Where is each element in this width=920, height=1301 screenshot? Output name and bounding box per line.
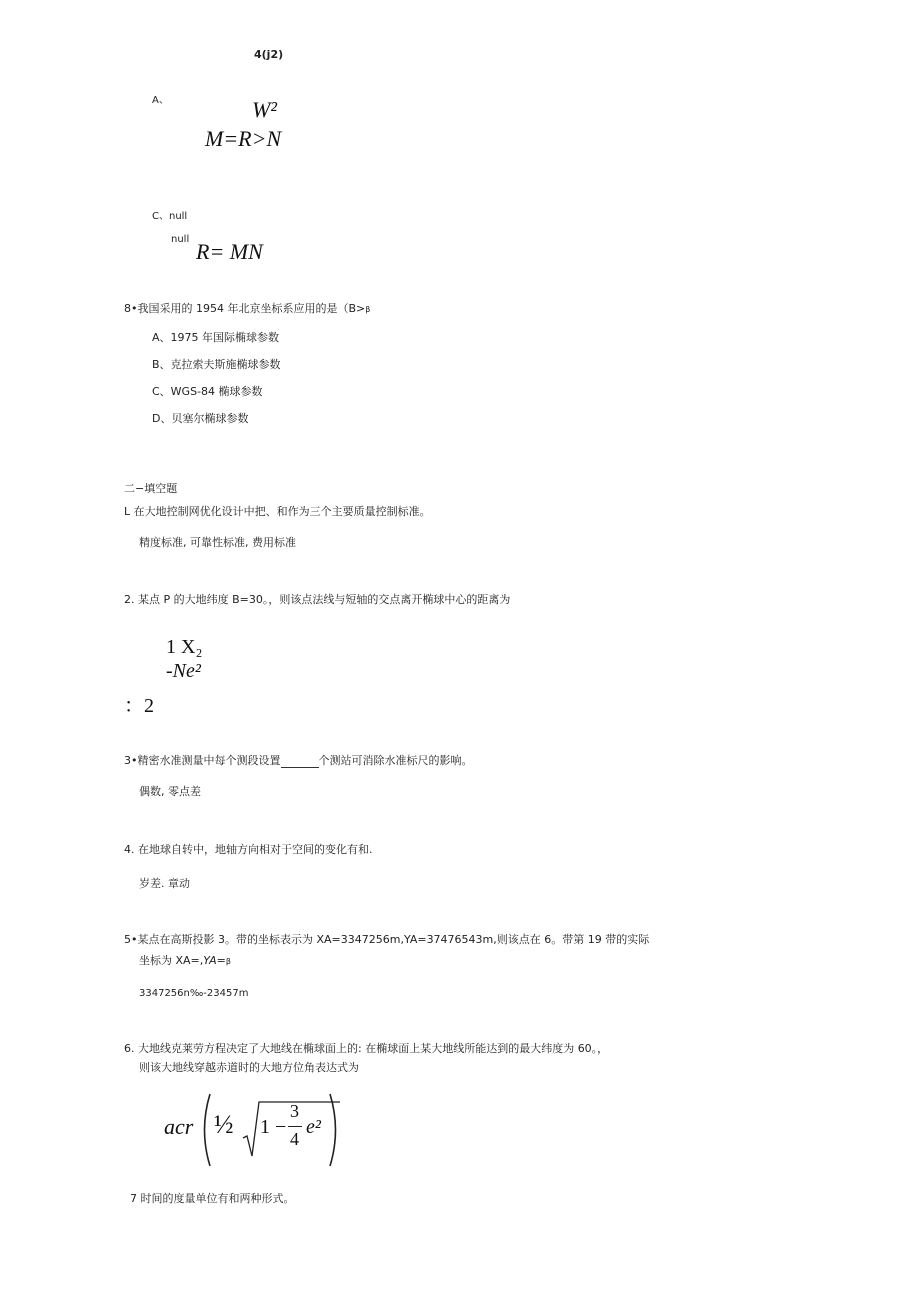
- q8-option-c: C、WGS-84 椭球参数: [152, 385, 263, 398]
- option-c-label: C、null: [152, 211, 188, 222]
- formula-left-paren: [198, 1092, 212, 1168]
- formula-frac-num: 3: [290, 1101, 299, 1121]
- formula-e-squared: e²: [306, 1116, 321, 1138]
- fill-7-question: 7 时间的度量单位有和两种形式。: [130, 1192, 295, 1205]
- fill-2-math-line2: -Ne²: [166, 660, 201, 682]
- fill-5-line2-prefix: 坐标为 XA=,: [139, 954, 204, 967]
- question-8-text: 8•我国采用的 1954 年北京坐标系应用的是（B>: [124, 302, 366, 315]
- fill-3-text-before: 3•精密水准测量中每个测段设置: [124, 754, 281, 767]
- fill-5-question-line1: 5•某点在高斯投影 3。带的坐标表示为 XA=3347256m,YA=37476543m,则该点在 6。带第 19 带的实际: [124, 933, 650, 946]
- formula-frac-den: 4: [290, 1129, 299, 1149]
- formula-frac-bar: [288, 1126, 302, 1127]
- question-8-suffix: β: [365, 305, 371, 314]
- question-8: [124, 302, 370, 317]
- formula-c: R= MN: [196, 239, 263, 264]
- formula-half: ½: [214, 1110, 234, 1139]
- q8-option-d: D、贝塞尔椭球参数: [152, 412, 249, 425]
- fill-2-question: 2. 某点 P 的大地纬度 B=30。，则该点法线与短轴的交点离开椭球中心的距离为: [124, 593, 511, 606]
- fill-5-question-line2: [139, 954, 231, 969]
- fill-2-math-line3: ：2: [124, 695, 154, 717]
- formula-a-line2: M=R>N: [205, 126, 282, 151]
- q8-option-a: A、1975 年国际椭球参数: [152, 331, 280, 344]
- fill-6-question-line1: 6. 大地线克莱劳方程决定了大地线在椭球面上的: 在椭球面上某大地线所能达到的最大纬度为 60。，: [124, 1042, 609, 1055]
- formula-acr: acr: [164, 1114, 194, 1139]
- fill-1-question: L 在大地控制网优化设计中把、和作为三个主要质量控制标准。: [124, 505, 431, 518]
- fill-5-answer: 3347256n‰-23457m: [139, 988, 249, 999]
- fill-3-question: [124, 754, 473, 768]
- fill-6-question-line2: 则该大地线穿越赤道时的大地方位角表达式为: [139, 1061, 359, 1074]
- fill-4-question: 4. 在地球自转中，地轴方向相对于空间的变化有和.: [124, 843, 373, 856]
- fill-1-answer: 精度标准, 可靠性标准, 费用标准: [139, 536, 296, 549]
- fill-3-text-after: 个测站可消除水准标尺的影响。: [318, 754, 473, 767]
- fill-2-math-line1: 1 X₂: [166, 636, 203, 658]
- fill-5-line2-suffix: β: [225, 957, 231, 966]
- fill-3-blank: [281, 757, 319, 768]
- fill-5-line2-italic: YA=: [203, 954, 226, 967]
- option-a-label: A、: [152, 95, 169, 106]
- fill-3-answer: 偶数, 零点差: [139, 785, 201, 798]
- q8-option-b: B、克拉索夫斯施椭球参数: [152, 358, 281, 371]
- formula-right-paren: [328, 1092, 342, 1168]
- null-label: null: [171, 234, 190, 245]
- top-label: 4(j2): [254, 48, 284, 61]
- section-title: 二−填空题: [124, 482, 178, 495]
- fill-4-answer: 岁差. 章动: [139, 877, 190, 890]
- formula-a-line1: W²: [252, 97, 277, 122]
- formula-one-minus: 1 −: [260, 1116, 287, 1138]
- fill-6-formula: [160, 1090, 360, 1170]
